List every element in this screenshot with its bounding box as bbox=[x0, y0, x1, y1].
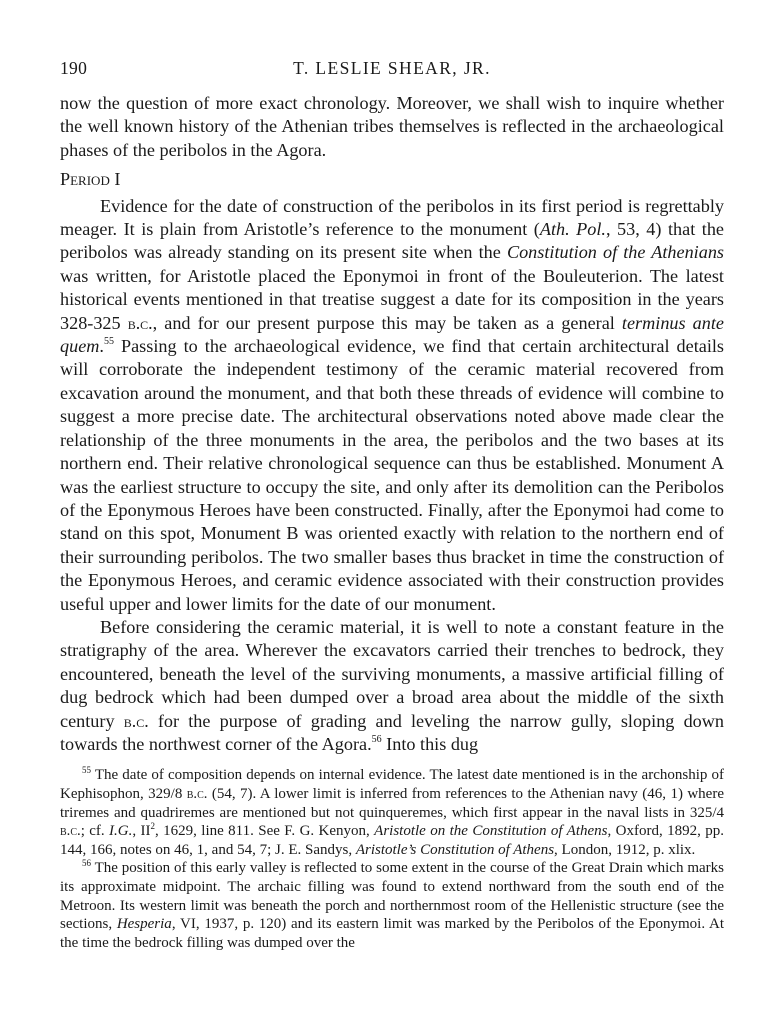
running-title-author: T. LESLIE SHEAR, JR. bbox=[293, 58, 491, 78]
footnote-55 bbox=[60, 766, 724, 859]
text-run: , Oxford, 1892, pp. 144, 166, notes on 46, 1, and 54, 7; J. E. Sandys, bbox=[60, 823, 725, 858]
text-run: Passing to the archaeological evidence, we find that certain architectural details will corroborate the independent testimony of the ceramic material recovered from excavation around the monument, and that both these threads of evidence will combine to suggest a more precise date. The architectural observations noted above made clear the relationship of the three monuments in the area, the peribolos and the two bases at its northern end. Their relative chronological sequence can thus be established. Monument A was the earliest structure to occupy the site, and only after its demolition can the Peribolos of the Eponymous Heroes have been constructed. Finally, after the Eponymoi had come to stand on this spot, Monument B was oriented exactly with relation to the northern end of their surrounding peribolos. The two smaller bases thus bracket in time the construction of the Eponymous Heroes, and ceramic evidence associated with their construction provides useful upper and lower limits for the date of our monument. bbox=[60, 336, 724, 614]
text-run: (54, 7). A lower limit is inferred from references to the Athenian navy (46, 1) where triremes and quadriremes are mentioned but not quinqueremes, which first appear in the naval lists in 325/4 bbox=[60, 785, 724, 821]
era-abbreviation: b.c. bbox=[127, 312, 153, 333]
page bbox=[60, 58, 724, 952]
text-run: , VI, 1937, p. 120) and its eastern limit was marked by the Peribolos of the Eponymoi. At the time the bedrock filling was dumped over the bbox=[60, 916, 724, 951]
section-heading: Period I bbox=[60, 169, 121, 190]
text-run: , 53, 4) that the peribolos was already standing on its present site when the bbox=[60, 219, 724, 263]
text-run: , and for our present purpose this may be taken as a general bbox=[152, 312, 622, 333]
text-run: , 1629, line 811. See F. G. Kenyon, bbox=[155, 823, 375, 840]
text-run: , London, 1912, p. xlix. bbox=[554, 841, 696, 858]
text-run: ; cf. bbox=[80, 823, 110, 840]
italic-title: Aristotle’s Constitution of Athens bbox=[355, 841, 555, 858]
era-abbreviation: b.c. bbox=[60, 823, 81, 840]
text-run: , II bbox=[132, 823, 151, 840]
footnote-reference[interactable]: 56 bbox=[371, 733, 382, 745]
text-run: Into this dug bbox=[381, 733, 479, 754]
italic-title: Aristotle on the Constitution of Athens bbox=[374, 823, 608, 840]
footnotes bbox=[60, 766, 724, 952]
italic-title: I.G. bbox=[109, 823, 133, 840]
footnote-56 bbox=[60, 859, 724, 952]
era-abbreviation: b.c. bbox=[186, 785, 208, 802]
superscript: 2 bbox=[150, 821, 156, 832]
text-run: Evidence for the date of construction of the peribolos in its first period is regrettably meager. It is plain from Aristotle’s reference to the monument ( bbox=[60, 195, 724, 240]
paragraph-stratigraphy bbox=[60, 616, 724, 756]
footnote-number: 55 bbox=[82, 765, 91, 776]
era-abbreviation: b.c. bbox=[123, 710, 149, 731]
paragraph-continuation bbox=[60, 92, 724, 162]
paragraph-period-one bbox=[60, 195, 724, 616]
page-number: 190 bbox=[60, 58, 88, 78]
italic-title: Constitution of the Athenians bbox=[506, 242, 724, 263]
italic-term: terminus ante quem bbox=[60, 312, 724, 357]
body-text bbox=[60, 92, 724, 756]
footnote-reference[interactable]: 55 bbox=[103, 336, 114, 348]
text-run: for the purpose of grading and leveling the narrow gully, sloping down towards the northwest corner of the Agora. bbox=[60, 710, 724, 754]
running-head bbox=[60, 58, 724, 84]
text-run: now the question of more exact chronology. Moreover, we shall wish to inquire whether the well known history of the Athenian tribes themselves is reflected in the archaeological phases of the peribolos in the Agora. bbox=[60, 93, 724, 160]
text-run: The date of composition depends on internal evidence. The latest date mentioned is in the archonship of Kephisophon, 329/8 bbox=[60, 767, 724, 802]
text-run: Before considering the ceramic material, it is well to note a constant feature in the stratigraphy of the area. Wherever the excavators carried their trenches to bedrock, they encountered, beneath the level of the surviving monuments, a massive artificial filling of dug bedrock which had been dumped over a broad area about the middle of the sixth century bbox=[60, 616, 724, 731]
text-run: The position of this early valley is reflected to some extent in the course of the Great Drain which marks its approximate midpoint. The archaic filling was found to extend northward from the south end of the Metroon. Its western limit was beneath the porch and northernmost room of the Hellenistic structure (see the sections, bbox=[60, 860, 724, 933]
footnote-number: 56 bbox=[82, 858, 91, 869]
italic-title: Ath. Pol. bbox=[539, 219, 606, 240]
text-run: was written, for Aristotle placed the Eponymoi in front of the Bouleuterion. The latest historical events mentioned in that treatise suggest a date for its composition in the years 328-325 bbox=[60, 265, 724, 333]
text-run: . bbox=[99, 336, 104, 357]
italic-title: Hesperia bbox=[116, 916, 172, 933]
